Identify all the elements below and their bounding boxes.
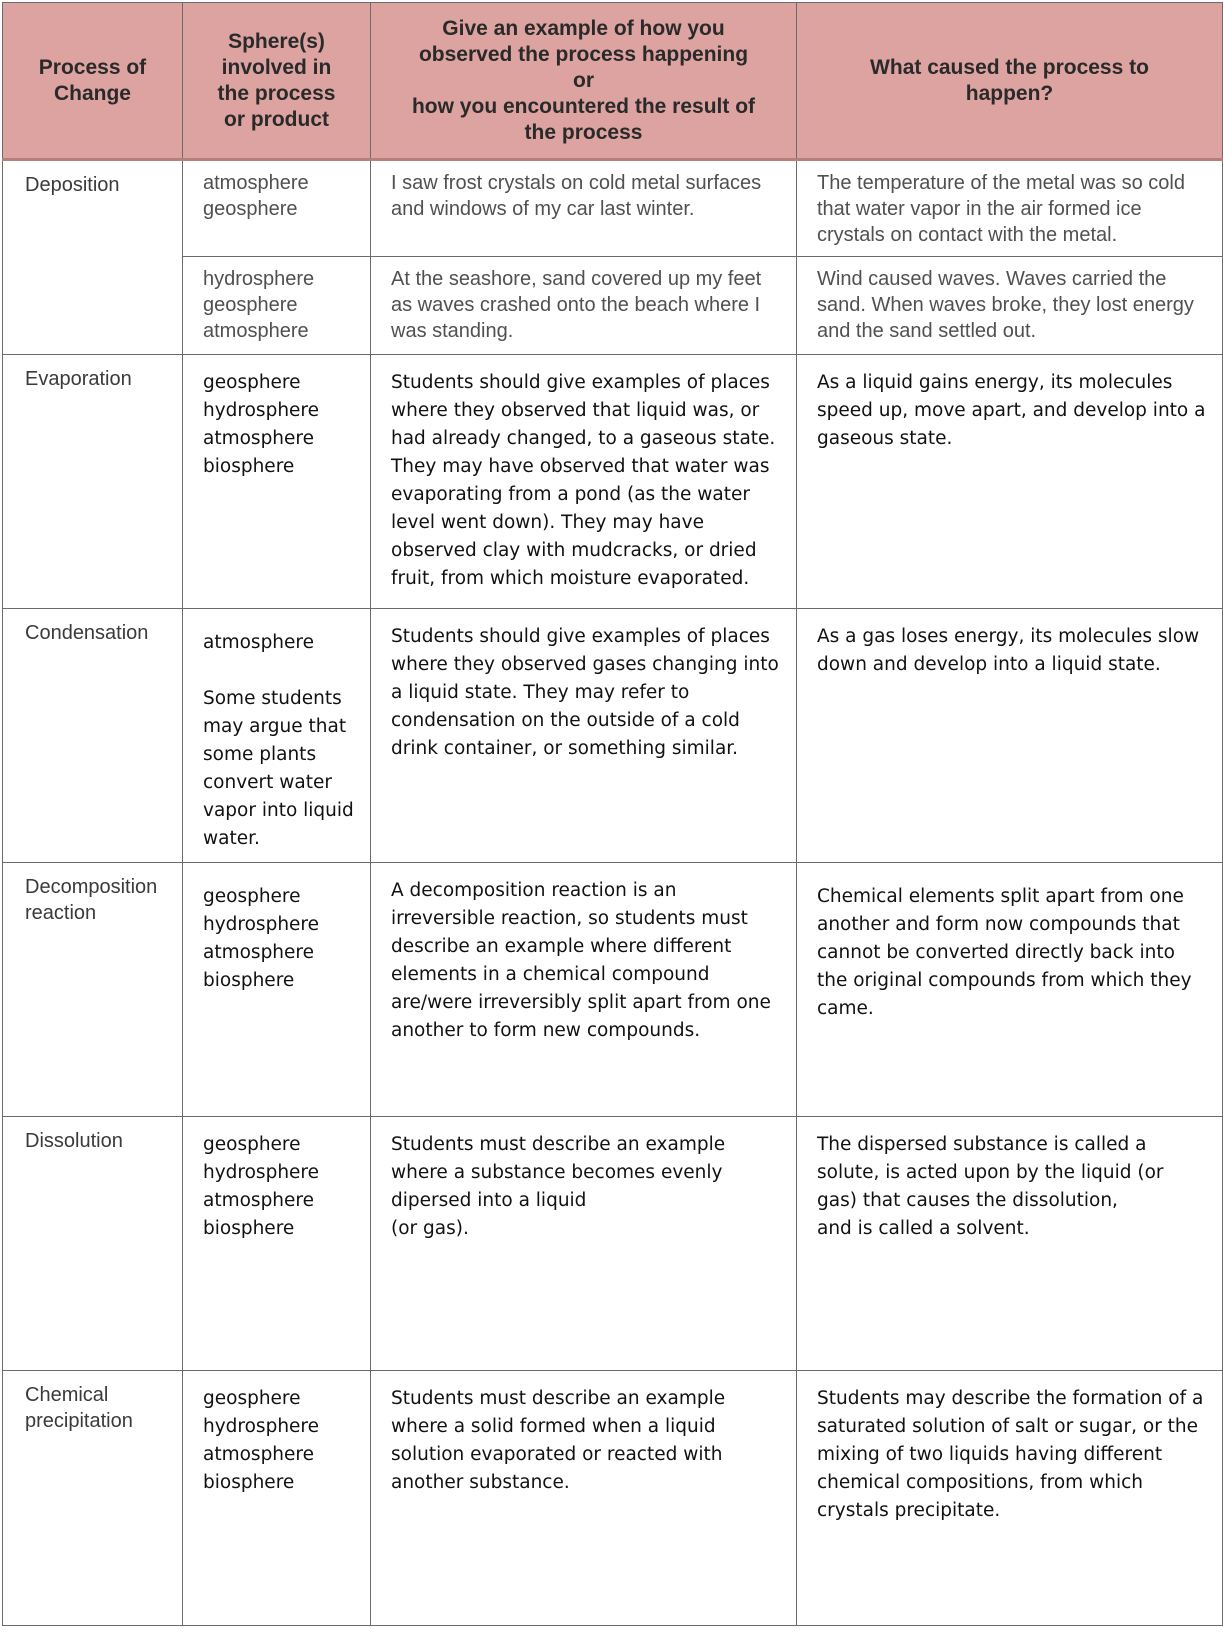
table-row-chemical-precipitation (3, 1371, 1223, 1626)
process-cell-evaporation: Evaporation (3, 355, 183, 609)
spheres-note: Some students may argue that some plants convert water vapor into liquid water. (203, 688, 354, 849)
cause-cell: The temperature of the metal was so cold that water vapor in the air formed ice crystals on contact with the metal. (797, 160, 1223, 257)
table-row-dissolution (3, 1117, 1223, 1371)
example-cell: At the seashore, sand covered up my feet as waves crashed onto the beach where I was standing. (371, 257, 797, 355)
example-cell: Students should give examples of places where they observed gases changing into a liquid state. They may refer to condensation on the outside of a cold drink container, or something similar. (371, 609, 797, 863)
table-row-decomposition (3, 863, 1223, 1117)
header-spheres: Sphere(s) involved in the process or product (183, 3, 371, 160)
process-cell-condensation: Condensation (3, 609, 183, 863)
header-example: Give an example of how you observed the process happening or how you encountered the result of the process (371, 3, 797, 160)
spheres-cell: hydrosphere geosphere atmosphere (183, 257, 371, 355)
cause-cell: Students may describe the formation of a saturated solution of salt or sugar, or the mixing of two liquids having different chemical compositions, from which crystals precipitate. (797, 1371, 1223, 1626)
process-cell-dissolution: Dissolution (3, 1117, 183, 1371)
spheres-cell: geosphere hydrosphere atmosphere biosphere (183, 863, 371, 1117)
process-table-container (2, 2, 1222, 1626)
process-cell-deposition: Deposition (3, 160, 183, 355)
cause-cell: As a gas loses energy, its molecules slow down and develop into a liquid state. (797, 609, 1223, 863)
example-cell: I saw frost crystals on cold metal surfaces and windows of my car last winter. (371, 160, 797, 257)
cause-cell: The dispersed substance is called a solute, is acted upon by the liquid (or gas) that causes the dissolution, and is called a solvent. (797, 1117, 1223, 1371)
cause-cell: Chemical elements split apart from one another and form now compounds that cannot be converted directly back into the original compounds from which they came. (797, 863, 1223, 1117)
spheres-cell: geosphere hydrosphere atmosphere biosphere (183, 1117, 371, 1371)
table-row-deposition-b (3, 257, 1223, 355)
header-process: Process of Change (3, 3, 183, 160)
spheres-cell: atmosphere Some students may argue that some plants convert water vapor into liquid water. (183, 609, 371, 863)
spheres-cell: geosphere hydrosphere atmosphere biosphere (183, 1371, 371, 1626)
table-row-deposition-a (3, 160, 1223, 257)
process-cell-decomposition: Decomposition reaction (3, 863, 183, 1117)
process-of-change-table (2, 2, 1223, 1626)
header-cause: What caused the process to happen? (797, 3, 1223, 160)
example-cell: Students must describe an example where a substance becomes evenly dipersed into a liquid (or gas). (371, 1117, 797, 1371)
table-row-evaporation (3, 355, 1223, 609)
example-cell: Students should give examples of places where they observed that liquid was, or had already changed, to a gaseous state. They may have observed that water was evaporating from a pond (as the water level went down). They may have observed clay with mudcracks, or dried fruit, from which moisture evaporated. (371, 355, 797, 609)
example-cell: Students must describe an example where a solid formed when a liquid solution evaporated or reacted with another substance. (371, 1371, 797, 1626)
spheres-cell: atmosphere geosphere (183, 160, 371, 257)
cause-cell: Wind caused waves. Waves carried the sand. When waves broke, they lost energy and the sand settled out. (797, 257, 1223, 355)
example-cell: A decomposition reaction is an irreversible reaction, so students must describe an example where different elements in a chemical compound are/were irreversibly split apart from one another to form new compounds. (371, 863, 797, 1117)
spheres-cell: geosphere hydrosphere atmosphere biosphere (183, 355, 371, 609)
table-row-condensation (3, 609, 1223, 863)
cause-cell: As a liquid gains energy, its molecules speed up, move apart, and develop into a gaseous state. (797, 355, 1223, 609)
process-cell-chemical-precipitation: Chemical precipitation (3, 1371, 183, 1626)
header-row (3, 3, 1223, 160)
